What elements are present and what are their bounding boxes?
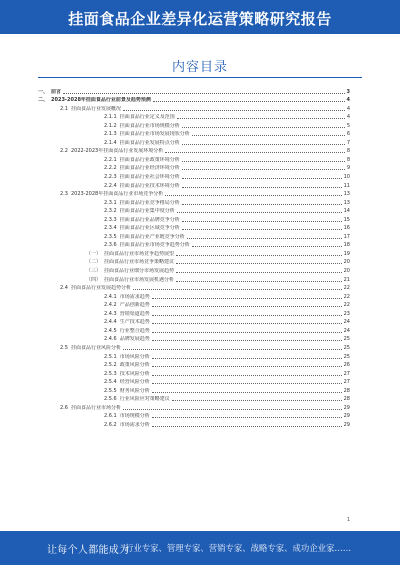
footer-tagline: 行业专家、管理专家、营销专家、战略专家、成功企业家…… (125, 543, 352, 553)
toc-entry-title: 挂面食品行业市场竞争趋势展望 (104, 250, 175, 257)
toc-entry-number: 2.5.2 (104, 362, 117, 369)
toc-leader-dots (152, 426, 342, 427)
toc-entry-page: 15 (343, 216, 350, 223)
toc-entry-number: （一） (86, 250, 102, 257)
toc-entry[interactable] (38, 163, 350, 172)
toc-entry-number: 2.5.3 (104, 370, 117, 377)
toc-entry-page: 6 (346, 131, 350, 138)
toc-leader-dots (152, 366, 342, 367)
toc-entry-title: 挂面食品行业市场规模分析 (119, 122, 180, 129)
toc-entry[interactable] (38, 351, 350, 360)
toc-entry-page: 8 (346, 148, 350, 155)
toc-entry-number: 2.1 (60, 105, 68, 112)
toc-entry-title: 营销渠道趋势 (119, 310, 150, 317)
toc-entry[interactable] (38, 342, 350, 351)
toc-entry-title: 市场需求分析 (119, 421, 150, 428)
toc-entry-title: 挂面食品行业政策环境分析 (119, 156, 180, 163)
toc-entry-title: 前言 (51, 88, 62, 95)
toc-entry[interactable] (38, 368, 350, 377)
toc-entry[interactable] (38, 274, 350, 283)
toc-entry[interactable] (38, 394, 350, 403)
toc-entry-page: 26 (343, 362, 350, 369)
toc-leader-dots (123, 409, 342, 410)
toc-entry-number: 2.6.1 (104, 413, 117, 420)
toc-entry[interactable] (38, 103, 350, 112)
toc-entry-title: 市场需求趋势 (119, 293, 150, 300)
toc-entry-number: 2.1.2 (104, 122, 117, 129)
toc-entry-page: 29 (343, 421, 350, 428)
toc-leader-dots (152, 383, 342, 384)
toc-entry[interactable] (38, 325, 350, 334)
toc-entry-number: 2.1.1 (104, 114, 117, 121)
header-bar (0, 0, 400, 34)
toc-entry[interactable] (38, 112, 350, 121)
toc-leader-dots (176, 281, 342, 282)
toc-entry-number: 2.4.3 (104, 310, 117, 317)
toc-entry-title: 挂面食品行业发展趋势分析 (70, 285, 131, 292)
toc-entry-page: 20 (343, 268, 350, 275)
toc-leader-dots (152, 298, 342, 299)
toc-entry-title: 2023-2028年挂面食品行业前景及趋势预测 (51, 97, 151, 104)
toc-entry-page: 22 (343, 285, 350, 292)
toc-entry-title: 技术风险分析 (119, 370, 150, 377)
toc-entry-number: 2.5 (60, 344, 68, 351)
toc-entry-title: 产品创新趋势 (119, 302, 150, 309)
toc-entry[interactable] (38, 189, 350, 198)
toc-entry-number: 2.3.3 (104, 216, 117, 223)
toc-entry-page: 18 (343, 242, 350, 249)
toc-entry-number: 2.3.6 (104, 242, 117, 249)
toc-entry[interactable] (38, 214, 350, 223)
toc-entry[interactable] (38, 146, 350, 155)
toc-entry-number: 2.5.6 (104, 396, 117, 403)
toc-entry-number: 2.5.1 (104, 353, 117, 360)
toc-entry-title: 挂面食品行业社会环境分析 (119, 174, 180, 181)
toc-entry[interactable] (38, 283, 350, 292)
toc-entry-title: 挂面食品行业产业链竞争分析 (119, 233, 185, 240)
toc-entry-page: 7 (346, 139, 350, 146)
toc-entry[interactable] (38, 419, 350, 428)
toc-entry-title: 2023-2028年挂面食品行业市场竞争分析 (70, 191, 164, 198)
toc-leader-dots (152, 332, 342, 333)
toc-entry-title: 经营风险分析 (119, 379, 150, 386)
toc-entry-page: 19 (343, 250, 350, 257)
toc-entry-title: 政策风险分析 (119, 362, 150, 369)
toc-leader-dots (123, 349, 342, 350)
toc-entry-page: 23 (343, 310, 350, 317)
toc-entry-page: 28 (343, 396, 350, 403)
toc-leader-dots (187, 238, 342, 239)
toc-leader-dots (176, 272, 342, 273)
toc-entry-page: 17 (343, 233, 350, 240)
toc-entry-page: 27 (343, 379, 350, 386)
toc-entry-page: 14 (343, 208, 350, 215)
toc-entry-number: 2.4.2 (104, 302, 117, 309)
toc-entry-page: 4 (346, 105, 350, 112)
toc-entry-title: 挂面食品行业区域竞争分析 (119, 225, 180, 232)
toc-entry-title: 财务风险分析 (119, 387, 150, 394)
toc-entry[interactable] (38, 257, 350, 266)
toc-leader-dots (152, 392, 342, 393)
table-of-contents (38, 86, 350, 428)
toc-entry[interactable] (38, 171, 350, 180)
report-title: 挂面食品企业差异化运营策略研究报告 (68, 10, 332, 28)
toc-entry-page: 24 (343, 327, 350, 334)
toc-leader-dots (176, 263, 342, 264)
toc-entry-number: 2.6 (60, 404, 68, 411)
footer-slogan: 让每个人都能成为 (47, 545, 130, 556)
toc-entry-title: 挂面食品行业品牌竞争分析 (119, 216, 180, 223)
toc-heading: 内容目录 (171, 60, 228, 75)
toc-entry-page: 11 (343, 182, 350, 189)
toc-entry-title: 挂面食品行业经济环境分析 (119, 165, 180, 172)
toc-leader-dots (123, 110, 345, 111)
toc-leader-dots (63, 93, 344, 94)
toc-entry[interactable] (38, 360, 350, 369)
toc-leader-dots (182, 204, 342, 205)
toc-leader-dots (176, 255, 342, 256)
toc-entry-number: 2.2.4 (104, 182, 117, 189)
toc-entry-title: 挂面食品行业市场竞争策略建议 (104, 259, 175, 266)
toc-entry-page: 9 (346, 165, 350, 172)
toc-entry-number: 2.2 (60, 148, 68, 155)
toc-entry-number: 2.1.3 (104, 131, 117, 138)
toc-entry-number: 2.4.5 (104, 327, 117, 334)
toc-entry-number: 2.4.6 (104, 336, 117, 343)
toc-entry-number: 2.5.4 (104, 379, 117, 386)
toc-entry-page: 13 (343, 191, 350, 198)
toc-entry-page: 24 (343, 319, 350, 326)
toc-entry-number: 二、 (38, 97, 49, 104)
toc-leader-dots (192, 135, 345, 136)
toc-entry[interactable] (38, 377, 350, 386)
toc-entry-page: 25 (343, 344, 350, 351)
toc-entry[interactable] (38, 300, 350, 309)
toc-entry-number: 2.1.4 (104, 139, 117, 146)
toc-entry[interactable] (38, 197, 350, 206)
toc-entry[interactable] (38, 95, 350, 104)
page-number: 1 (347, 517, 351, 523)
toc-entry[interactable] (38, 154, 350, 163)
toc-entry-page: 4 (346, 97, 350, 104)
toc-leader-dots (192, 246, 342, 247)
toc-entry[interactable] (38, 120, 350, 129)
toc-entry-title: 市场规模分析 (119, 413, 150, 420)
toc-entry-number: （二） (86, 259, 102, 266)
toc-entry-title: 挂面食品行业竞争格局分析 (119, 199, 180, 206)
toc-entry[interactable] (38, 334, 350, 343)
toc-leader-dots (182, 229, 342, 230)
toc-entry-title: 行业整合趋势 (119, 327, 150, 334)
toc-leader-dots (152, 358, 342, 359)
toc-entry-title: 挂面食品行业发展概况 (70, 105, 121, 112)
toc-entry[interactable] (38, 317, 350, 326)
toc-entry-title: 挂面食品行业细分市场发展趋势 (104, 268, 175, 275)
toc-entry-number: 2.5.5 (104, 387, 117, 394)
toc-entry-page: 28 (343, 387, 350, 394)
toc-entry-title: 挂面食品行业市场发展机遇分析 (104, 276, 175, 283)
toc-entry[interactable] (38, 223, 350, 232)
toc-entry-title: 生产技术趋势 (119, 319, 150, 326)
toc-leader-dots (152, 340, 342, 341)
toc-entry-number: （三） (86, 268, 102, 275)
toc-entry-number: 一、 (38, 88, 49, 95)
toc-leader-dots (165, 195, 341, 196)
toc-entry-number: 2.6.2 (104, 421, 117, 428)
toc-entry[interactable] (38, 265, 350, 274)
toc-entry-number: 2.2.1 (104, 156, 117, 163)
toc-entry[interactable] (38, 291, 350, 300)
toc-leader-dots (152, 315, 342, 316)
toc-entry[interactable] (38, 86, 350, 95)
toc-entry[interactable] (38, 206, 350, 215)
toc-entry-title: 品牌发展趋势 (119, 336, 150, 343)
toc-entry-page: 29 (343, 413, 350, 420)
toc-entry-title: 挂面食品行业集中度分析 (119, 208, 175, 215)
toc-entry-page: 8 (346, 156, 350, 163)
toc-entry-page: 20 (343, 259, 350, 266)
toc-leader-dots (133, 289, 342, 290)
toc-leader-dots (182, 144, 345, 145)
toc-entry-number: 2.3 (60, 191, 68, 198)
toc-entry-title: 挂面食品行业市场分析 (70, 404, 121, 411)
toc-entry[interactable] (38, 231, 350, 240)
toc-entry-page: 22 (343, 293, 350, 300)
toc-leader-dots (165, 152, 345, 153)
toc-entry-page: 10 (343, 174, 350, 181)
toc-entry-number: （四） (86, 276, 102, 283)
toc-entry-page: 21 (343, 276, 350, 283)
toc-leader-dots (152, 417, 342, 418)
toc-divider (38, 77, 362, 78)
toc-entry-title: 挂面食品行业市场竞争趋势分析 (119, 242, 190, 249)
toc-entry-page: 4 (346, 114, 350, 121)
footer-bar (0, 531, 400, 565)
toc-entry-page: 29 (343, 404, 350, 411)
toc-leader-dots (153, 101, 345, 102)
toc-entry-number: 2.4.4 (104, 319, 117, 326)
toc-entry-title: 2022-2023年挂面食品行业发展环境分析 (70, 148, 164, 155)
toc-leader-dots (182, 127, 345, 128)
toc-entry[interactable] (38, 129, 350, 138)
toc-entry[interactable] (38, 308, 350, 317)
toc-entry-number: 2.3.2 (104, 208, 117, 215)
toc-entry-page: 5 (346, 122, 350, 129)
toc-entry-number: 2.2.2 (104, 165, 117, 172)
toc-entry-title: 挂面食品行业市场发展现状分析 (119, 131, 190, 138)
toc-leader-dots (182, 169, 345, 170)
toc-leader-dots (182, 221, 342, 222)
toc-entry-page: 3 (346, 88, 350, 95)
toc-entry-title: 挂面食品行业技术环境分析 (119, 182, 180, 189)
toc-leader-dots (152, 306, 342, 307)
toc-entry-page: 25 (343, 336, 350, 343)
toc-entry-page: 13 (343, 199, 350, 206)
toc-entry-page: 16 (343, 225, 350, 232)
toc-leader-dots (172, 400, 342, 401)
toc-entry[interactable] (38, 402, 350, 411)
toc-entry[interactable] (38, 240, 350, 249)
toc-leader-dots (177, 118, 345, 119)
toc-entry[interactable] (38, 411, 350, 420)
toc-entry-page: 22 (343, 302, 350, 309)
toc-entry[interactable] (38, 385, 350, 394)
toc-entry-title: 挂面食品行业风险分析 (70, 344, 121, 351)
toc-entry-page: 27 (343, 370, 350, 377)
toc-entry-number: 2.3.1 (104, 199, 117, 206)
toc-leader-dots (182, 161, 345, 162)
toc-entry-number: 2.3.4 (104, 225, 117, 232)
toc-entry-number: 2.4.1 (104, 293, 117, 300)
toc-entry-number: 2.3.5 (104, 233, 117, 240)
toc-entry-title: 行业风险应对策略建议 (119, 396, 170, 403)
toc-leader-dots (177, 212, 342, 213)
toc-entry[interactable] (38, 137, 350, 146)
toc-leader-dots (152, 323, 342, 324)
toc-entry-title: 市场风险分析 (119, 353, 150, 360)
toc-leader-dots (152, 375, 342, 376)
toc-entry-title: 挂面食品行业发展特点分析 (119, 139, 180, 146)
toc-entry-page: 25 (343, 353, 350, 360)
toc-leader-dots (182, 187, 342, 188)
toc-entry[interactable] (38, 248, 350, 257)
toc-entry-number: 2.4 (60, 285, 68, 292)
toc-leader-dots (182, 178, 342, 179)
toc-entry-number: 2.2.3 (104, 174, 117, 181)
toc-entry[interactable] (38, 180, 350, 189)
toc-entry-title: 挂面食品行业定义及范围 (119, 114, 175, 121)
